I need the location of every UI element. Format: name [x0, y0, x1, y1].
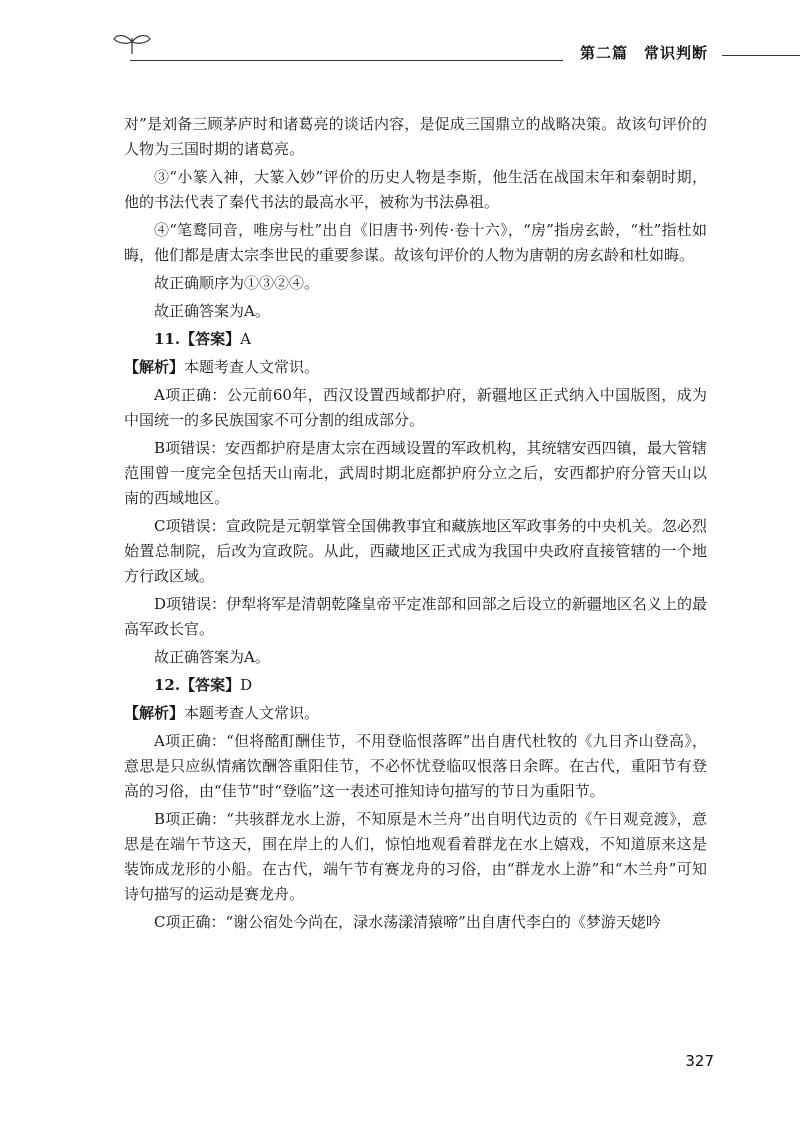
q12-answer-line — [124, 673, 707, 698]
paragraph: 对”是刘备三顾茅庐时和诸葛亮的谈话内容，是促成三国鼎立的战略决策。故该句评价的人物为三国时期的诸葛亮。 — [124, 115, 707, 158]
q11-analysis-text: 本题考查人文常识。 — [184, 358, 320, 376]
q12-analysis-text: 本题考查人文常识。 — [184, 704, 320, 722]
q12-option-a: A项正确：“但将酩酊酬佳节，不用登临恨落晖”出自唐代杜牧的《九日齐山登高》，意思是只应纵情痛饮酬答重阳佳节，不必怀忧登临叹恨落日余晖。在古代，重阳节有登高的习俗，由“佳节”时“登临”这一表述可推知诗句描写的节日为重阳节。 — [124, 732, 707, 800]
q12-answer-label: 12.【答案】 — [154, 676, 241, 694]
paragraph: 故正确顺序为①③②④。 — [154, 274, 320, 292]
paragraph: ④“笔鹜同音，唯房与杜”出自《旧唐书·列传·卷十六》，“房”指房玄龄，“杜”指杜如晦，他们都是唐太宗李世民的重要参谋。故该句评价的人物为唐朝的房玄龄和杜如晦。 — [124, 221, 707, 264]
q11-option-a: A项正确：公元前60年，西汉设置西域都护府，新疆地区正式纳入中国版图，成为中国统一的多民族国家不可分割的组成部分。 — [124, 386, 707, 429]
q11-option-b: B项错误：安西都护府是唐太宗在西域设置的军政机构，其统辖安西四镇，最大管辖范围曾一度完全包括天山南北，武周时期北庭都护府分立之后，安西都护府分管天山以南的西域地区。 — [124, 439, 707, 507]
paragraph: ③“小篆入神，大篆入妙”评价的历史人物是李斯，他生活在战国末年和秦朝时期，他的书法代表了秦代书法的最高水平，被称为书法鼻祖。 — [124, 168, 707, 211]
q11-conclusion: 故正确答案为A。 — [154, 648, 270, 666]
header-title: 第二篇 常识判断 — [580, 44, 709, 62]
q12-answer-value: D — [240, 676, 253, 694]
sprout-icon — [112, 30, 152, 56]
q11-option-d: D项错误：伊犁将军是清朝乾隆皇帝平定准部和回部之后设立的新疆地区名义上的最高军政长官。 — [124, 595, 707, 638]
q12-analysis-line — [124, 701, 707, 726]
q11-answer-line — [124, 327, 707, 352]
q11-option-c: C项错误：宣政院是元朝掌管全国佛教事宜和藏族地区军政事务的中央机关。忽必烈始置总制院，后改为宣政院。从此，西藏地区正式成为我国中央政府直接管辖的一个地方行政区域。 — [124, 517, 707, 585]
page-header — [0, 0, 800, 80]
q12-option-c: C项正确：“谢公宿处今尚在，渌水荡漾清猿啼”出自唐代李白的《梦游天姥吟 — [154, 913, 661, 931]
page-content — [124, 112, 707, 938]
q11-analysis-line — [124, 355, 707, 380]
q11-answer-value: A — [240, 330, 251, 348]
paragraph: 故正确答案为A。 — [154, 302, 270, 320]
q11-answer-label: 11.【答案】 — [154, 330, 241, 348]
page-number: 327 — [685, 1052, 714, 1070]
header-rule-left — [130, 60, 563, 61]
header-rule-right — [722, 55, 800, 56]
q11-analysis-label: 【解析】 — [124, 358, 185, 376]
q12-option-b: B项正确：“共骇群龙水上游，不知原是木兰舟”出自明代边贡的《午日观竞渡》，意思是在端午节这天，围在岸上的人们，惊怕地观看着群龙在水上嬉戏，不知道原来这是装饰成龙形的小船。在古代，端午节有赛龙舟的习俗，由“群龙水上游”和“木兰舟”可知诗句描写的运动是赛龙舟。 — [124, 810, 707, 903]
q12-analysis-label: 【解析】 — [124, 704, 185, 722]
